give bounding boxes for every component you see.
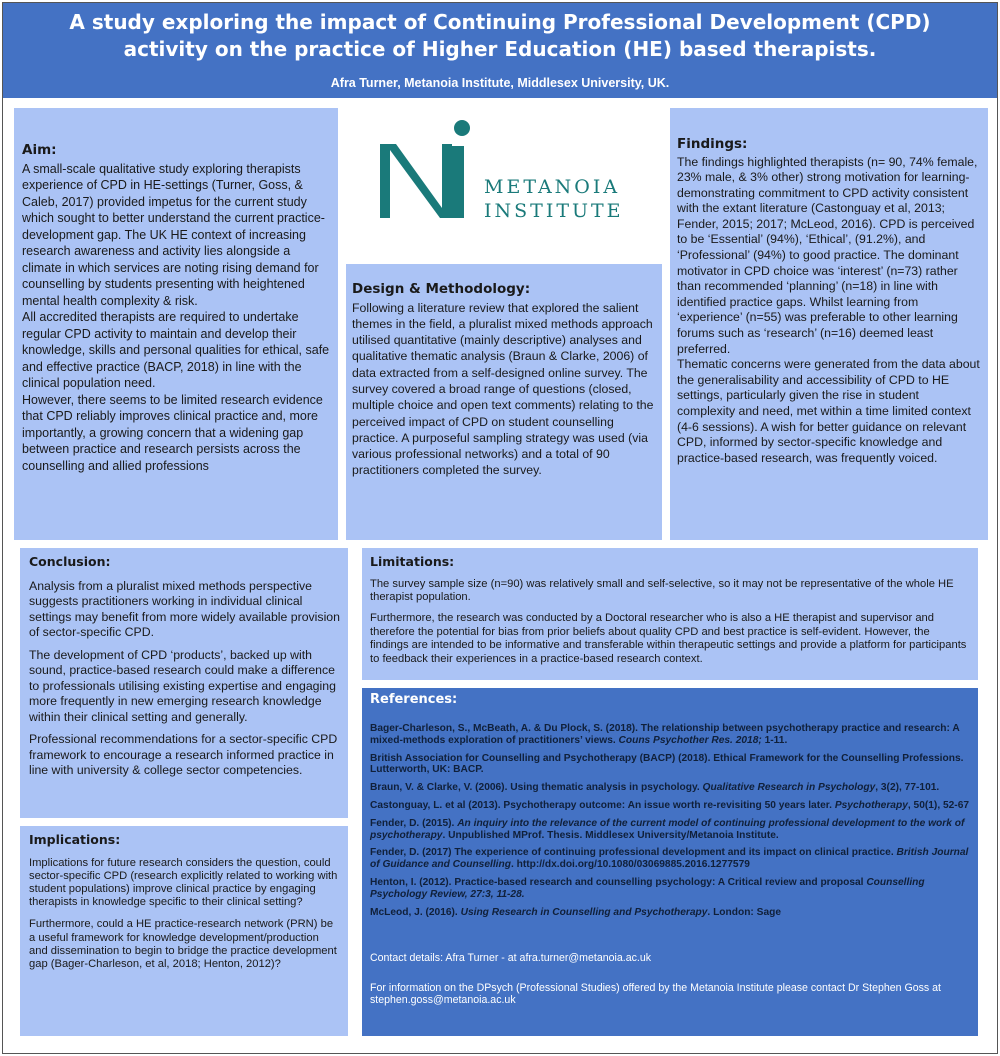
reference-source: Using Research in Counselling and Psychotherapy xyxy=(460,906,708,918)
implications-panel xyxy=(20,826,348,1036)
conclusion-panel xyxy=(20,548,348,818)
aim-panel xyxy=(14,108,338,540)
reference-text: , 50(1), 52-67 xyxy=(907,799,970,811)
title-line-1: A study exploring the impact of Continuing Professional Development (CPD) xyxy=(69,10,931,34)
reference-text: , 3(2), 77-101. xyxy=(875,782,940,794)
design-heading: Design & Methodology: xyxy=(352,281,531,297)
reference-item xyxy=(370,907,970,919)
findings-paragraph-1: The findings highlighted therapists (n= 90, 74% female, 23% male, & 3% other) strong motivation for learning-demonstrating commitment to CPD activity consistent with the extant literature (Castonguay et al, 2013; Fender, 2015; 2017; McLeod, 2016). CPD is perceived to be ‘Essential’ (94%), ‘Ethical’, (91.2%), and ‘Professional’ (94%) to good practice. The dominant motivator in CPD choice was ‘interest’ (n=73) rather than recommended ‘planning’ (n=18) in line with identified practice gaps. Whilst learning from ‘experience’ (n=55) was preferable to other learning forums such as ‘research’ (n=16) deemed least preferred. xyxy=(677,154,978,356)
metanoia-logo-mark xyxy=(346,108,662,256)
reference-item: British Association for Counselling and Psychotherapy (BACP) (2018). Ethical Framework for the Counselling Professions. Lutterworth, UK: BACP. xyxy=(370,752,964,776)
metanoia-logo xyxy=(346,108,662,256)
conclusion-paragraph-1: Analysis from a pluralist mixed methods perspective suggests practitioners working in individual clinical settings may benefit from more widely available provision of sector-specific CPD. xyxy=(29,578,340,639)
reference-source: Qualitative Research in Psychology xyxy=(702,782,876,794)
reference-text: Bager-Charleson, S., McBeath, A. & Du Plock, S. (2018). The relationship between psychotherapy practice and research: A mixed-methods exploration of practitioners’ views. xyxy=(370,723,960,746)
findings-heading: Findings: xyxy=(677,136,748,152)
reference-text: 1-11. xyxy=(761,734,788,746)
reference-item xyxy=(370,723,970,747)
aim-paragraph-1: A small-scale qualitative study exploring therapists experience of CPD in HE-settings (Turner, Goss, & Caleb, 2017) provided impetus for the current study which sought to better understand the current practice-development gap. The UK HE context of increasing research awareness and activity lies alongside a climate in which services are noting rising demand for counselling by students presenting with heightened mental health complexity & risk. xyxy=(22,161,325,308)
limitations-heading: Limitations: xyxy=(370,554,455,569)
reference-item xyxy=(370,800,970,812)
reference-item xyxy=(370,877,970,901)
limitations-paragraph-2: Furthermore, the research was conducted by a Doctoral researcher who is also a HE therapist and supervisor and therefore the potential for bias from prior beliefs about quality CPD and best practice is self-evident. However, the findings are intended to be informative and transferable within therapeutic settings and provide a platform for participants to feedback their experiences in a practice-based research context. xyxy=(370,612,967,665)
poster-authors: Afra Turner, Metanoia Institute, Middlesex University, UK. xyxy=(330,76,670,90)
aim-paragraph-3: However, there seems to be limited research evidence that CPD reliably improves clinical practice and, more importantly, a growing concern that a widening gap between practice and research persists across the counselling and allied professions xyxy=(22,392,323,473)
aim-paragraph-2: All accredited therapists are required to undertake regular CPD activity to maintain and develop their knowledge, skills and personal qualities for ethical, safe and effective practice (BACP, 2018) in line with the clinical population need. xyxy=(22,310,330,390)
conclusion-heading: Conclusion: xyxy=(29,554,111,569)
design-paragraph-1: Following a literature review that explored the salient themes in the field, a pluralist mixed methods approach utilised quantitative (mainly descriptive) analyses and qualitative thematic analysis (Braun & Clarke, 2006) of data extracted from a self-designed online survey. The survey covered a broad range of questions (closed, multiple choice and open text comments) relating to the perceived impact of CPD on student counselling practice. A purposeful sampling strategy was used (via various professional networks) and a total of 90 practitioners completed the survey. xyxy=(352,300,654,478)
logo-n-shape xyxy=(380,144,452,218)
implications-paragraph-1: Implications for future research considers the question, could sector-specific CPD (research explicitly related to working with student populations) improve clinical practice by engaging therapists in knowledge specific to their clinical setting? xyxy=(29,856,338,909)
poster-header xyxy=(3,3,997,98)
design-methodology-panel xyxy=(346,264,662,540)
conclusion-paragraph-2: The development of CPD ‘products’, backed up with sound, practice-based research could make a difference to professionals utilising existing expertise and engaging more frequently in new emerging research knowledge within their clinical setting and generally. xyxy=(29,647,336,724)
reference-text: Braun, V. & Clarke, V. (2006). Using thematic analysis in psychology. xyxy=(370,782,703,794)
reference-text: Fender, D. (2017) The experience of continuing professional development and its impact on clinical practice. xyxy=(370,847,897,859)
conclusion-paragraph-3: Professional recommendations for a sector-specific CPD framework to encourage a research informed practice in line with university & college sector competencies. xyxy=(29,732,338,777)
limitations-panel xyxy=(362,548,978,680)
reference-text: Henton, I. (2012). Practice-based research and counselling psychology: A Critical review and proposal xyxy=(370,876,867,888)
implications-paragraph-2: Furthermore, could a HE practice-research network (PRN) be a useful framework for knowledge development/production and dissemination to begin to bridge the practice development gap (Bager-Charleson, et al, 2018; Henton, 2012)? xyxy=(29,918,337,970)
title-line-2: activity on the practice of Higher Education (HE) based therapists. xyxy=(123,37,877,61)
reference-source: British Journal of Guidance and Counselling xyxy=(370,847,969,871)
reference-text: Castonguay, L. et al (2013). Psychotherapy outcome: An issue worth re-revisiting 50 years later. xyxy=(370,799,835,811)
reference-source: Couns Psychother Res. 2018; xyxy=(618,734,762,746)
implications-heading: Implications: xyxy=(29,832,121,847)
findings-panel xyxy=(670,108,988,540)
reference-text: Fender, D. (2015). xyxy=(370,817,458,829)
reference-text: McLeod, J. (2016). xyxy=(370,906,461,918)
dpsych-info: For information on the DPsych (Professional Studies) offered by the Metanoia Institute please contact Dr Stephen Goss at stephen.goss@metanoia.ac.uk xyxy=(370,982,941,1007)
reference-source: Counselling Psychology Review, 27:3, 11-28. xyxy=(370,876,925,900)
reference-source: An inquiry into the relevance of the current model of continuing professional development to the work of psychotherapy xyxy=(370,817,965,841)
reference-text: . London: Sage xyxy=(707,906,781,918)
findings-paragraph-2: Thematic concerns were generated from the data about the generalisability and accessibility of CPD to HE settings, particularly given the rise in student complexity and need, met within a time limited context (4-6 sessions). A wish for better guidance on relevant CPD, informed by sector-specific knowledge and practice-based research, was frequently voiced. xyxy=(677,357,980,465)
logo-word-1: METANOIA xyxy=(484,176,621,198)
logo-i-stem xyxy=(450,146,464,218)
references-heading: References: xyxy=(370,692,458,707)
reference-item xyxy=(370,847,970,871)
reference-source: Psychotherapy xyxy=(834,799,908,811)
references-panel xyxy=(362,688,978,1036)
poster-title xyxy=(50,3,950,63)
logo-i-dot xyxy=(454,120,470,136)
logo-word-2: INSTITUTE xyxy=(484,200,624,222)
reference-text: . Unpublished MProf. Thesis. Middlesex University/Metanoia Institute. xyxy=(442,829,779,841)
reference-item xyxy=(370,818,970,842)
reference-item xyxy=(370,782,970,794)
contact-details: Contact details: Afra Turner - at afra.turner@metanoia.ac.uk xyxy=(370,952,652,965)
reference-link: . http://dx.doi.org/10.1080/03069885.2016.1277579 xyxy=(510,859,750,871)
limitations-paragraph-1: The survey sample size (n=90) was relatively small and self-selective, so it may not be representative of the whole HE therapist population. xyxy=(370,577,954,603)
aim-heading: Aim: xyxy=(22,142,57,158)
